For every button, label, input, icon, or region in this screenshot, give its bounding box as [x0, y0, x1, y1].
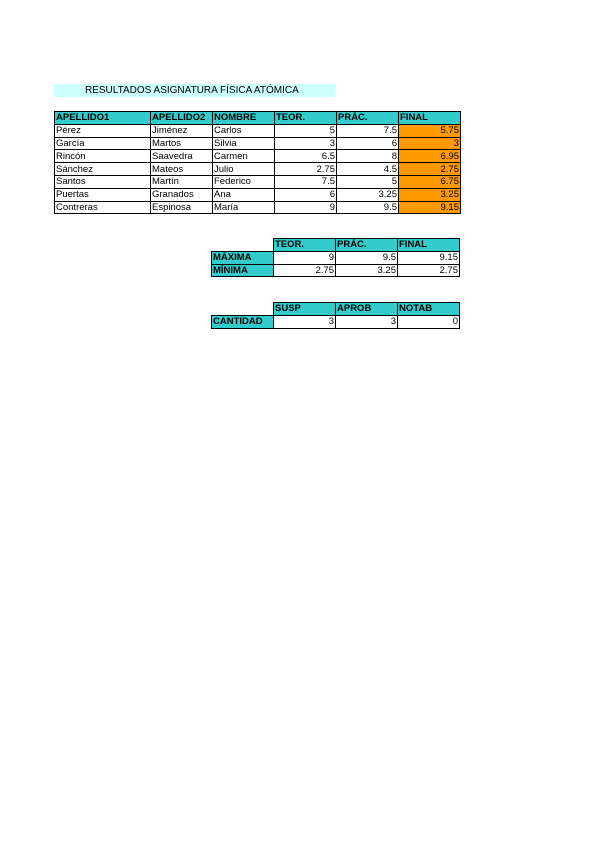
nombre-cell[interactable]: Carmen: [213, 150, 275, 163]
teor-cell[interactable]: 6: [275, 188, 337, 201]
sheet-title-text: RESULTADOS ASIGNATURA FÍSICA ATÓMICA: [85, 85, 299, 96]
table-row: [55, 163, 461, 176]
counts-table: [211, 302, 460, 329]
counts-header-aprob[interactable]: APROB: [336, 303, 398, 316]
row-label-cantidad[interactable]: CANTIDAD: [212, 315, 274, 328]
extrema-row-maxima: [212, 251, 460, 264]
apellido2-cell[interactable]: Granados: [151, 188, 213, 201]
extrema-table: [211, 238, 460, 277]
final-cell[interactable]: 3.25: [399, 188, 461, 201]
apellido1-cell[interactable]: Rincón: [55, 150, 151, 163]
apellido2-cell[interactable]: Martos: [151, 137, 213, 150]
final-cell[interactable]: 3: [399, 137, 461, 150]
maxima-final-cell[interactable]: 9.15: [398, 251, 460, 264]
apellido1-cell[interactable]: Sánchez: [55, 163, 151, 176]
maxima-teor-cell[interactable]: 9: [274, 251, 336, 264]
table-row: [55, 124, 461, 137]
final-cell[interactable]: 9.15: [399, 201, 461, 214]
counts-row-cantidad: [212, 315, 460, 328]
apellido2-cell[interactable]: Jiménez: [151, 124, 213, 137]
apellido2-cell[interactable]: Martín: [151, 175, 213, 188]
extrema-header-prac[interactable]: PRÁC.: [336, 239, 398, 252]
teor-cell[interactable]: 7.5: [275, 175, 337, 188]
col-header-apellido1[interactable]: APELLIDO1: [55, 112, 151, 125]
prac-cell[interactable]: 5: [337, 175, 399, 188]
final-cell[interactable]: 6.75: [399, 175, 461, 188]
cantidad-notab-cell[interactable]: 0: [398, 315, 460, 328]
table-row: [55, 150, 461, 163]
teor-cell[interactable]: 3: [275, 137, 337, 150]
nombre-cell[interactable]: Silvia: [213, 137, 275, 150]
apellido1-cell[interactable]: Puertas: [55, 188, 151, 201]
prac-cell[interactable]: 3.25: [337, 188, 399, 201]
counts-header-row: [212, 303, 460, 316]
final-cell[interactable]: 6.95: [399, 150, 461, 163]
minima-final-cell[interactable]: 2.75: [398, 264, 460, 277]
col-header-final[interactable]: FINAL: [399, 112, 461, 125]
prac-cell[interactable]: 9.5: [337, 201, 399, 214]
empty-corner-cell[interactable]: [212, 303, 274, 316]
nombre-cell[interactable]: Ana: [213, 188, 275, 201]
extrema-header-teor[interactable]: TEOR.: [274, 239, 336, 252]
grades-table: [54, 111, 461, 214]
apellido1-cell[interactable]: Pérez: [55, 124, 151, 137]
minima-teor-cell[interactable]: 2.75: [274, 264, 336, 277]
cantidad-susp-cell[interactable]: 3: [274, 315, 336, 328]
prac-cell[interactable]: 4.5: [337, 163, 399, 176]
teor-cell[interactable]: 9: [275, 201, 337, 214]
grades-header-row: [55, 112, 461, 125]
table-row: [55, 188, 461, 201]
table-row: [55, 175, 461, 188]
teor-cell[interactable]: 2.75: [275, 163, 337, 176]
col-header-apellido2[interactable]: APELLIDO2: [151, 112, 213, 125]
final-cell[interactable]: 2.75: [399, 163, 461, 176]
apellido2-cell[interactable]: Saavedra: [151, 150, 213, 163]
prac-cell[interactable]: 7.5: [337, 124, 399, 137]
apellido1-cell[interactable]: Santos: [55, 175, 151, 188]
apellido1-cell[interactable]: Contreras: [55, 201, 151, 214]
col-header-teor[interactable]: TEOR.: [275, 112, 337, 125]
prac-cell[interactable]: 6: [337, 137, 399, 150]
apellido2-cell[interactable]: Espinosa: [151, 201, 213, 214]
nombre-cell[interactable]: María: [213, 201, 275, 214]
minima-prac-cell[interactable]: 3.25: [336, 264, 398, 277]
extrema-header-final[interactable]: FINAL: [398, 239, 460, 252]
final-cell[interactable]: 5.75: [399, 124, 461, 137]
cantidad-aprob-cell[interactable]: 3: [336, 315, 398, 328]
extrema-row-minima: [212, 264, 460, 277]
row-label-minima[interactable]: MÍNIMA: [212, 264, 274, 277]
nombre-cell[interactable]: Federico: [213, 175, 275, 188]
empty-corner-cell[interactable]: [212, 239, 274, 252]
col-header-prac[interactable]: PRÁC.: [337, 112, 399, 125]
apellido2-cell[interactable]: Mateos: [151, 163, 213, 176]
table-row: [55, 137, 461, 150]
sheet-title: [54, 84, 335, 97]
prac-cell[interactable]: 8: [337, 150, 399, 163]
teor-cell[interactable]: 5: [275, 124, 337, 137]
counts-header-susp[interactable]: SUSP: [274, 303, 336, 316]
table-row: [55, 201, 461, 214]
extrema-header-row: [212, 239, 460, 252]
counts-header-notab[interactable]: NOTAB: [398, 303, 460, 316]
teor-cell[interactable]: 6.5: [275, 150, 337, 163]
nombre-cell[interactable]: Julio: [213, 163, 275, 176]
apellido1-cell[interactable]: García: [55, 137, 151, 150]
row-label-maxima[interactable]: MÁXIMA: [212, 251, 274, 264]
nombre-cell[interactable]: Carlos: [213, 124, 275, 137]
maxima-prac-cell[interactable]: 9.5: [336, 251, 398, 264]
col-header-nombre[interactable]: NOMBRE: [213, 112, 275, 125]
